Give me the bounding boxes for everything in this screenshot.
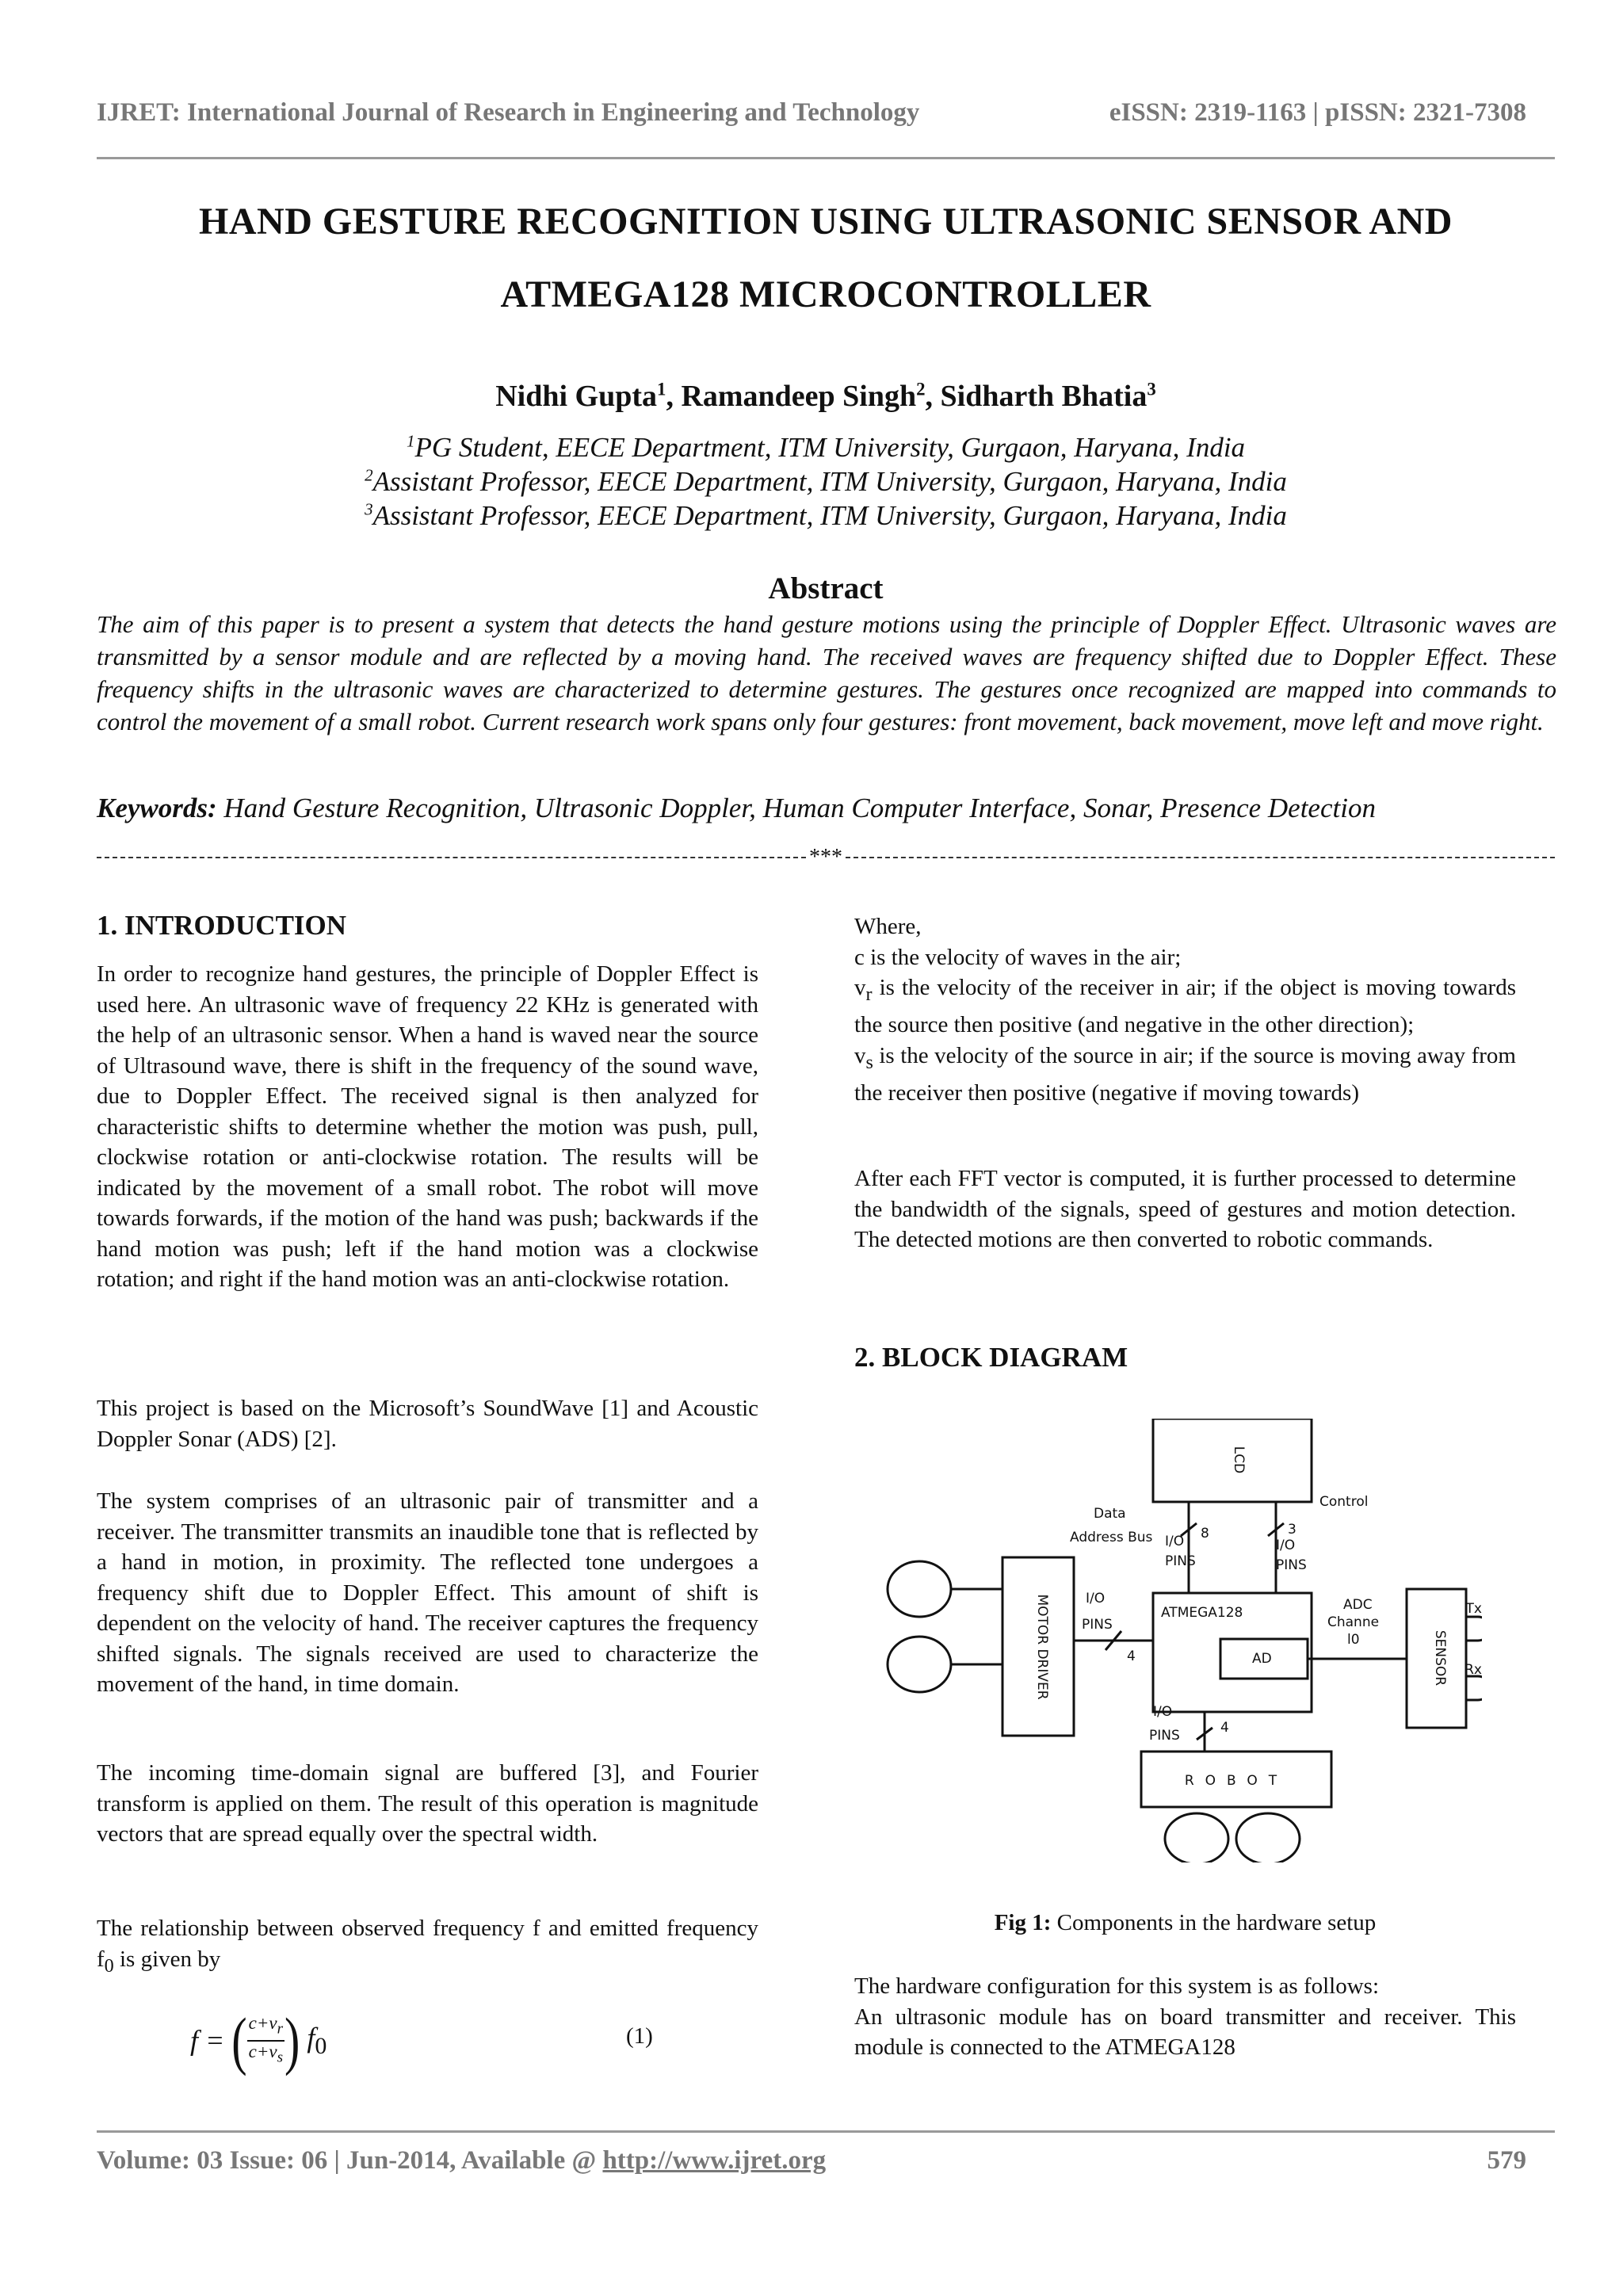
width-4-bottom: 4 bbox=[1220, 1720, 1229, 1736]
paragraph: The system comprises of an ultrasonic pair of transmitter and a receiver. The transmitter transmits an inaudible tone that is reflected by a hand in motion, in proximity. The reflected tone undergoes a frequency shift due to Doppler Effect. This amount of shift is dependent on the velocity of hand. The receiver captures the frequency shifted signals. The signals received are used to characterize the movement of the hand, in time domain. bbox=[97, 1488, 758, 1697]
affiliation-text: Assistant Professor, EECE Department, ITM University, Gurgaon, Haryana, India bbox=[372, 500, 1287, 531]
equation-doppler: f = ( $\frac{c+v_r}{c+v_s}$ ) $f_0$ bbox=[190, 2004, 327, 2077]
wheel-left-top bbox=[888, 1561, 951, 1617]
affiliation-sup: 2 bbox=[365, 465, 373, 485]
address-bus-label: Address Bus bbox=[1070, 1530, 1153, 1545]
bus-width-8: 8 bbox=[1201, 1526, 1209, 1541]
paragraph: After each FFT vector is computed, it is further processed to determine the bandwidth of the signals, speed of gestures and motion detection. The detected motions are then converted to robotic commands. bbox=[854, 1166, 1516, 1252]
paragraph: The relationship between observed frequency f and emitted frequency $f_0$ is given by bbox=[97, 1916, 758, 1977]
paper-title-line2: ATMEGA128 MICROCONTROLLER bbox=[500, 273, 1151, 315]
channel-label: Channe bbox=[1327, 1614, 1380, 1630]
atmega128-label: ATMEGA128 bbox=[1161, 1605, 1243, 1621]
keywords bbox=[97, 793, 1555, 824]
section-separator bbox=[97, 842, 1555, 873]
footer-rule bbox=[97, 2130, 1555, 2133]
header-rule bbox=[97, 157, 1555, 159]
pins-top-label: PINS bbox=[1276, 1557, 1307, 1573]
wheel-bottom-left bbox=[1165, 1813, 1228, 1862]
keywords-text: Hand Gesture Recognition, Ultrasonic Doppler, Human Computer Interface, Sonar, Presence Detection bbox=[223, 793, 1376, 823]
author-name: Nidhi Gupta bbox=[495, 380, 658, 413]
author-name: Sidharth Bhatia bbox=[940, 380, 1148, 413]
section-heading-block-diagram: 2. BLOCK DIAGRAM bbox=[854, 1342, 1128, 1373]
footer-volume: Volume: 03 Issue: 06 | Jun-2014, Available @ http://www.ijret.org bbox=[97, 2146, 827, 2175]
affiliation-sup: 1 bbox=[406, 431, 415, 451]
pins-top-left-label: PINS bbox=[1165, 1553, 1196, 1569]
author-name: Ramandeep Singh bbox=[681, 380, 917, 413]
paragraph: The hardware configuration for this system is as follows: An ultrasonic module has on board transmitter and receiver. This module is connected to the ATMEGA128 bbox=[854, 1973, 1516, 2060]
author-sup: 1 bbox=[657, 379, 666, 399]
journal-name: IJRET: International Journal of Research in Engineering and Technology bbox=[97, 98, 920, 127]
equation-number: (1) bbox=[626, 2023, 653, 2049]
io-top-left-label: I/O bbox=[1165, 1534, 1185, 1549]
adc-label: ADC bbox=[1343, 1597, 1373, 1613]
affiliation-sup: 3 bbox=[365, 499, 373, 519]
pins-bottom-label: PINS bbox=[1149, 1728, 1180, 1744]
io-left-label: I/O bbox=[1086, 1591, 1106, 1606]
sensor-label: SENSOR bbox=[1432, 1629, 1448, 1687]
ad-label: AD bbox=[1252, 1651, 1272, 1667]
lcd-label: LCD bbox=[1231, 1446, 1247, 1474]
affiliation bbox=[97, 500, 1555, 532]
bus-width-3: 3 bbox=[1288, 1522, 1296, 1538]
author-list: Nidhi Gupta$^1$, Ramandeep Singh$^2$, Sidharth Bhatia$^3$ bbox=[495, 379, 1156, 413]
control-label: Control bbox=[1319, 1494, 1369, 1510]
abstract-text: The aim of this paper is to present a system that detects the hand gesture motions using the principle of Doppler Effect. Ultrasonic waves are transmitted by a sensor module and are reflected by a moving hand. The received waves are frequency shifted due to Doppler Effect. These frequency shifts in the ultrasonic waves are characterized to determine gestures. The gestures once recognized are mapped into commands to control the movement of a small robot. Current research work spans only four gestures: front movement, back movement, move left and move right. bbox=[97, 610, 1556, 735]
channel-num-label: l0 bbox=[1347, 1632, 1360, 1648]
paper-title-line1: HAND GESTURE RECOGNITION USING ULTRASONIC SENSOR AND bbox=[199, 201, 1453, 243]
affiliation bbox=[97, 432, 1555, 464]
author-sup: 3 bbox=[1147, 379, 1156, 399]
tx-label: Tx bbox=[1465, 1601, 1482, 1617]
paragraph: This project is based on the Microsoft’s SoundWave [1] and Acoustic Doppler Sonar (ADS) [2]. bbox=[97, 1396, 758, 1452]
wheel-left-bottom bbox=[888, 1637, 951, 1692]
affiliation-text: Assistant Professor, EECE Department, ITM University, Gurgaon, Haryana, India bbox=[372, 466, 1287, 497]
issn: eISSN: 2319-1163 | pISSN: 2321-7308 bbox=[1109, 98, 1526, 127]
rx-label: Rx bbox=[1465, 1662, 1482, 1678]
data-label: Data bbox=[1094, 1506, 1126, 1522]
width-4-left: 4 bbox=[1127, 1648, 1136, 1664]
pins-left-label: PINS bbox=[1082, 1617, 1113, 1633]
abstract-heading: Abstract bbox=[768, 571, 884, 606]
section-heading-introduction: 1. INTRODUCTION bbox=[97, 910, 347, 941]
affiliation bbox=[97, 466, 1555, 498]
author-sup: 2 bbox=[916, 379, 926, 399]
io-top-label: I/O bbox=[1276, 1538, 1296, 1553]
figure-caption: Fig 1: Components in the hardware setup bbox=[994, 1910, 1377, 1935]
variable-definitions: Where, c is the velocity of waves in the air; $v_r$ is the velocity of the receiver in air; if the object is moving towards the source then positive (and negative in the other direction); $v_s$ is the velocity of the source in air; if the source is moving away from the receiver then positive (negative if moving towards) bbox=[854, 914, 1516, 1106]
block-diagram bbox=[880, 1419, 1482, 1862]
affiliation-text: PG Student, EECE Department, ITM University, Gurgaon, Haryana, India bbox=[414, 432, 1246, 463]
io-bottom-label: I/O bbox=[1153, 1704, 1173, 1720]
wheel-bottom-right bbox=[1236, 1813, 1300, 1862]
paragraph: The incoming time-domain signal are buffered [3], and Fourier transform is applied on them. The result of this operation is magnitude vectors that are spread equally over the spectral width. bbox=[97, 1760, 758, 1847]
robot-label: ROBOT bbox=[1184, 1773, 1289, 1789]
page-number: 579 bbox=[1487, 2146, 1526, 2175]
motor-driver-label: MOTOR DRIVER bbox=[1034, 1594, 1050, 1700]
paragraph: In order to recognize hand gestures, the principle of Doppler Effect is used here. An ultrasonic wave of frequency 22 KHz is generated with the help of an ultrasonic sensor. When a hand is waved near the source of Ultrasound wave, there is shift in the frequency of the sound wave, due to Doppler Effect. The received signal is then analyzed for characteristic shifts to determine whether the motion was push, pull, clockwise rotation or anti-clockwise rotation. The results will be indicated by the movement of a small robot. The robot will move towards forwards, if the motion of the hand was push; backwards if the hand motion was push; left if the hand motion was a clockwise rotation; and right if the hand motion was an anti-clockwise rotation. bbox=[97, 961, 758, 1292]
journal-link[interactable]: http://www.ijret.org bbox=[602, 2146, 827, 2175]
separator-stars: *** bbox=[809, 845, 842, 869]
keywords-label: Keywords: bbox=[97, 793, 217, 823]
